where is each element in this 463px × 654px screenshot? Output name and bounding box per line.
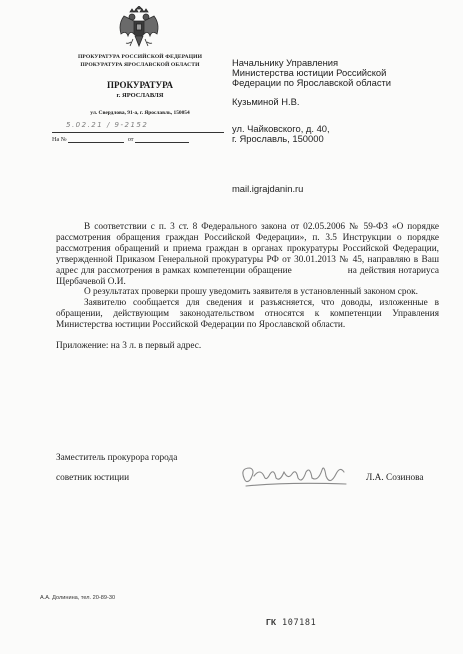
handwritten-signature-icon [236,456,356,494]
stamp-number: 107181 [282,618,317,628]
addressee-block [232,58,391,88]
signatory-title-line1: Заместитель прокурора города [56,453,178,463]
reg-on-line [68,136,124,143]
addressee-city: г. Ярославль, 150000 [232,133,324,144]
attachment-line: Приложение: на 3 л. в первый адрес. [56,341,202,352]
double-headed-eagle-emblem-icon [116,6,162,52]
body-paragraph-3: Заявителю сообщается для сведения и разъясняется, что доводы, изложенные в обращении, действующим законодательством относятся к компетенции Управления Министерства юстиции Российской Федерации по Ярославской области. [56,298,439,331]
letter-body [56,222,439,352]
org-address: ул. Свердлова, 91-а, г. Ярославль, 150054 [90,110,190,116]
org-city: г. ЯРОСЛАВЛЯ [116,92,164,99]
registration-stamp [266,617,316,628]
org-title: ПРОКУРАТУРА [107,80,173,90]
executor-contact: А.А. Долинина, тел. 20-89-30 [40,595,116,601]
stamp-prefix: ГК [266,617,277,627]
registration-handwritten-number: 5.02.21 / 9-2152 [66,121,149,129]
org-line-federation: ПРОКУРАТУРА РОССИЙСКОЙ ФЕДЕРАЦИИ [77,54,203,60]
registration-row-reference [52,136,189,143]
reg-from-label: от [127,136,134,143]
addressee-name: Кузьминой Н.В. [232,96,300,107]
addressee-street: ул. Чайковского, д. 40, [232,123,330,134]
org-line-region: ПРОКУРАТУРА ЯРОСЛАВСКОЙ ОБЛАСТИ [80,62,200,68]
body-paragraph-2: О результатах проверки прошу уведомить заявителя в установленный законом срок. [84,287,419,298]
reg-from-line [135,136,189,143]
signatory-name: Л.А. Созинова [366,473,424,483]
addressee-line3: Федерации по Ярославской области [232,77,392,88]
body-paragraph-1-tail: на действия нотариуса Щербачевой О.И. [56,265,439,287]
body-paragraph-1 [56,222,439,287]
addressee-line2: Министерства юстиции Российской [232,67,387,78]
body-paragraph-1-main: В соответствии с п. 3 ст. 8 Федерального закона от 02.05.2006 № 59-ФЗ «О порядке рассмотрения обращения граждан Российской Федерации», п. 3.5 Инструкции о порядке рассмотрения обращений и приема граждан в органах прокуратуры Российской Федерации, утвержденной Приказом Генеральной прокуратуры РФ от 30.01.2013 № 45, направляю в Ваш адрес для рассмотрения в рамках компетенции обращение [56,222,439,276]
addressee-line1: Начальнику Управления [232,57,339,68]
reg-on-label: На № [52,136,67,143]
addressee-email: mail.igrajdanin.ru [232,183,304,194]
signatory-title-line2: советник юстиции [56,473,130,483]
